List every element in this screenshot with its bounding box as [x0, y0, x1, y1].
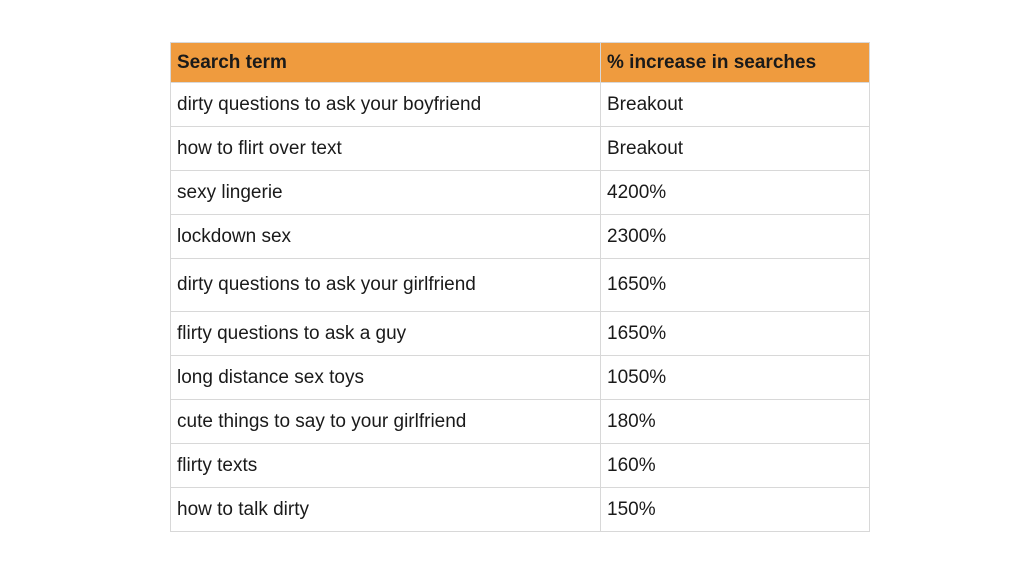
table-row: [171, 215, 870, 259]
percent-increase-cell: 150%: [601, 488, 870, 532]
percent-increase-cell: 160%: [601, 444, 870, 488]
search-term-cell: flirty texts: [171, 444, 601, 488]
search-term-cell: how to talk dirty: [171, 488, 601, 532]
table-row: [171, 83, 870, 127]
search-term-cell: flirty questions to ask a guy: [171, 312, 601, 356]
search-term-cell: sexy lingerie: [171, 171, 601, 215]
table-header-row: [171, 43, 870, 83]
percent-increase-cell: 1650%: [601, 312, 870, 356]
search-trends-table: [170, 42, 870, 532]
header-search-term: Search term: [171, 43, 601, 83]
percent-increase-cell: 2300%: [601, 215, 870, 259]
percent-increase-cell: 1650%: [601, 259, 870, 312]
search-term-cell: long distance sex toys: [171, 356, 601, 400]
search-term-cell: dirty questions to ask your boyfriend: [171, 83, 601, 127]
search-term-cell: lockdown sex: [171, 215, 601, 259]
percent-increase-cell: Breakout: [601, 127, 870, 171]
table-row: [171, 127, 870, 171]
table-row: [171, 356, 870, 400]
table-row: [171, 488, 870, 532]
table-row: [171, 312, 870, 356]
percent-increase-cell: 4200%: [601, 171, 870, 215]
table-row: [171, 259, 870, 312]
percent-increase-cell: 1050%: [601, 356, 870, 400]
table-row: [171, 444, 870, 488]
header-percent-increase: % increase in searches: [601, 43, 870, 83]
table-row: [171, 400, 870, 444]
search-term-cell: cute things to say to your girlfriend: [171, 400, 601, 444]
search-trends-table-container: [170, 42, 869, 532]
search-term-cell: dirty questions to ask your girlfriend: [171, 259, 601, 312]
percent-increase-cell: Breakout: [601, 83, 870, 127]
search-term-cell: how to flirt over text: [171, 127, 601, 171]
percent-increase-cell: 180%: [601, 400, 870, 444]
table-row: [171, 171, 870, 215]
